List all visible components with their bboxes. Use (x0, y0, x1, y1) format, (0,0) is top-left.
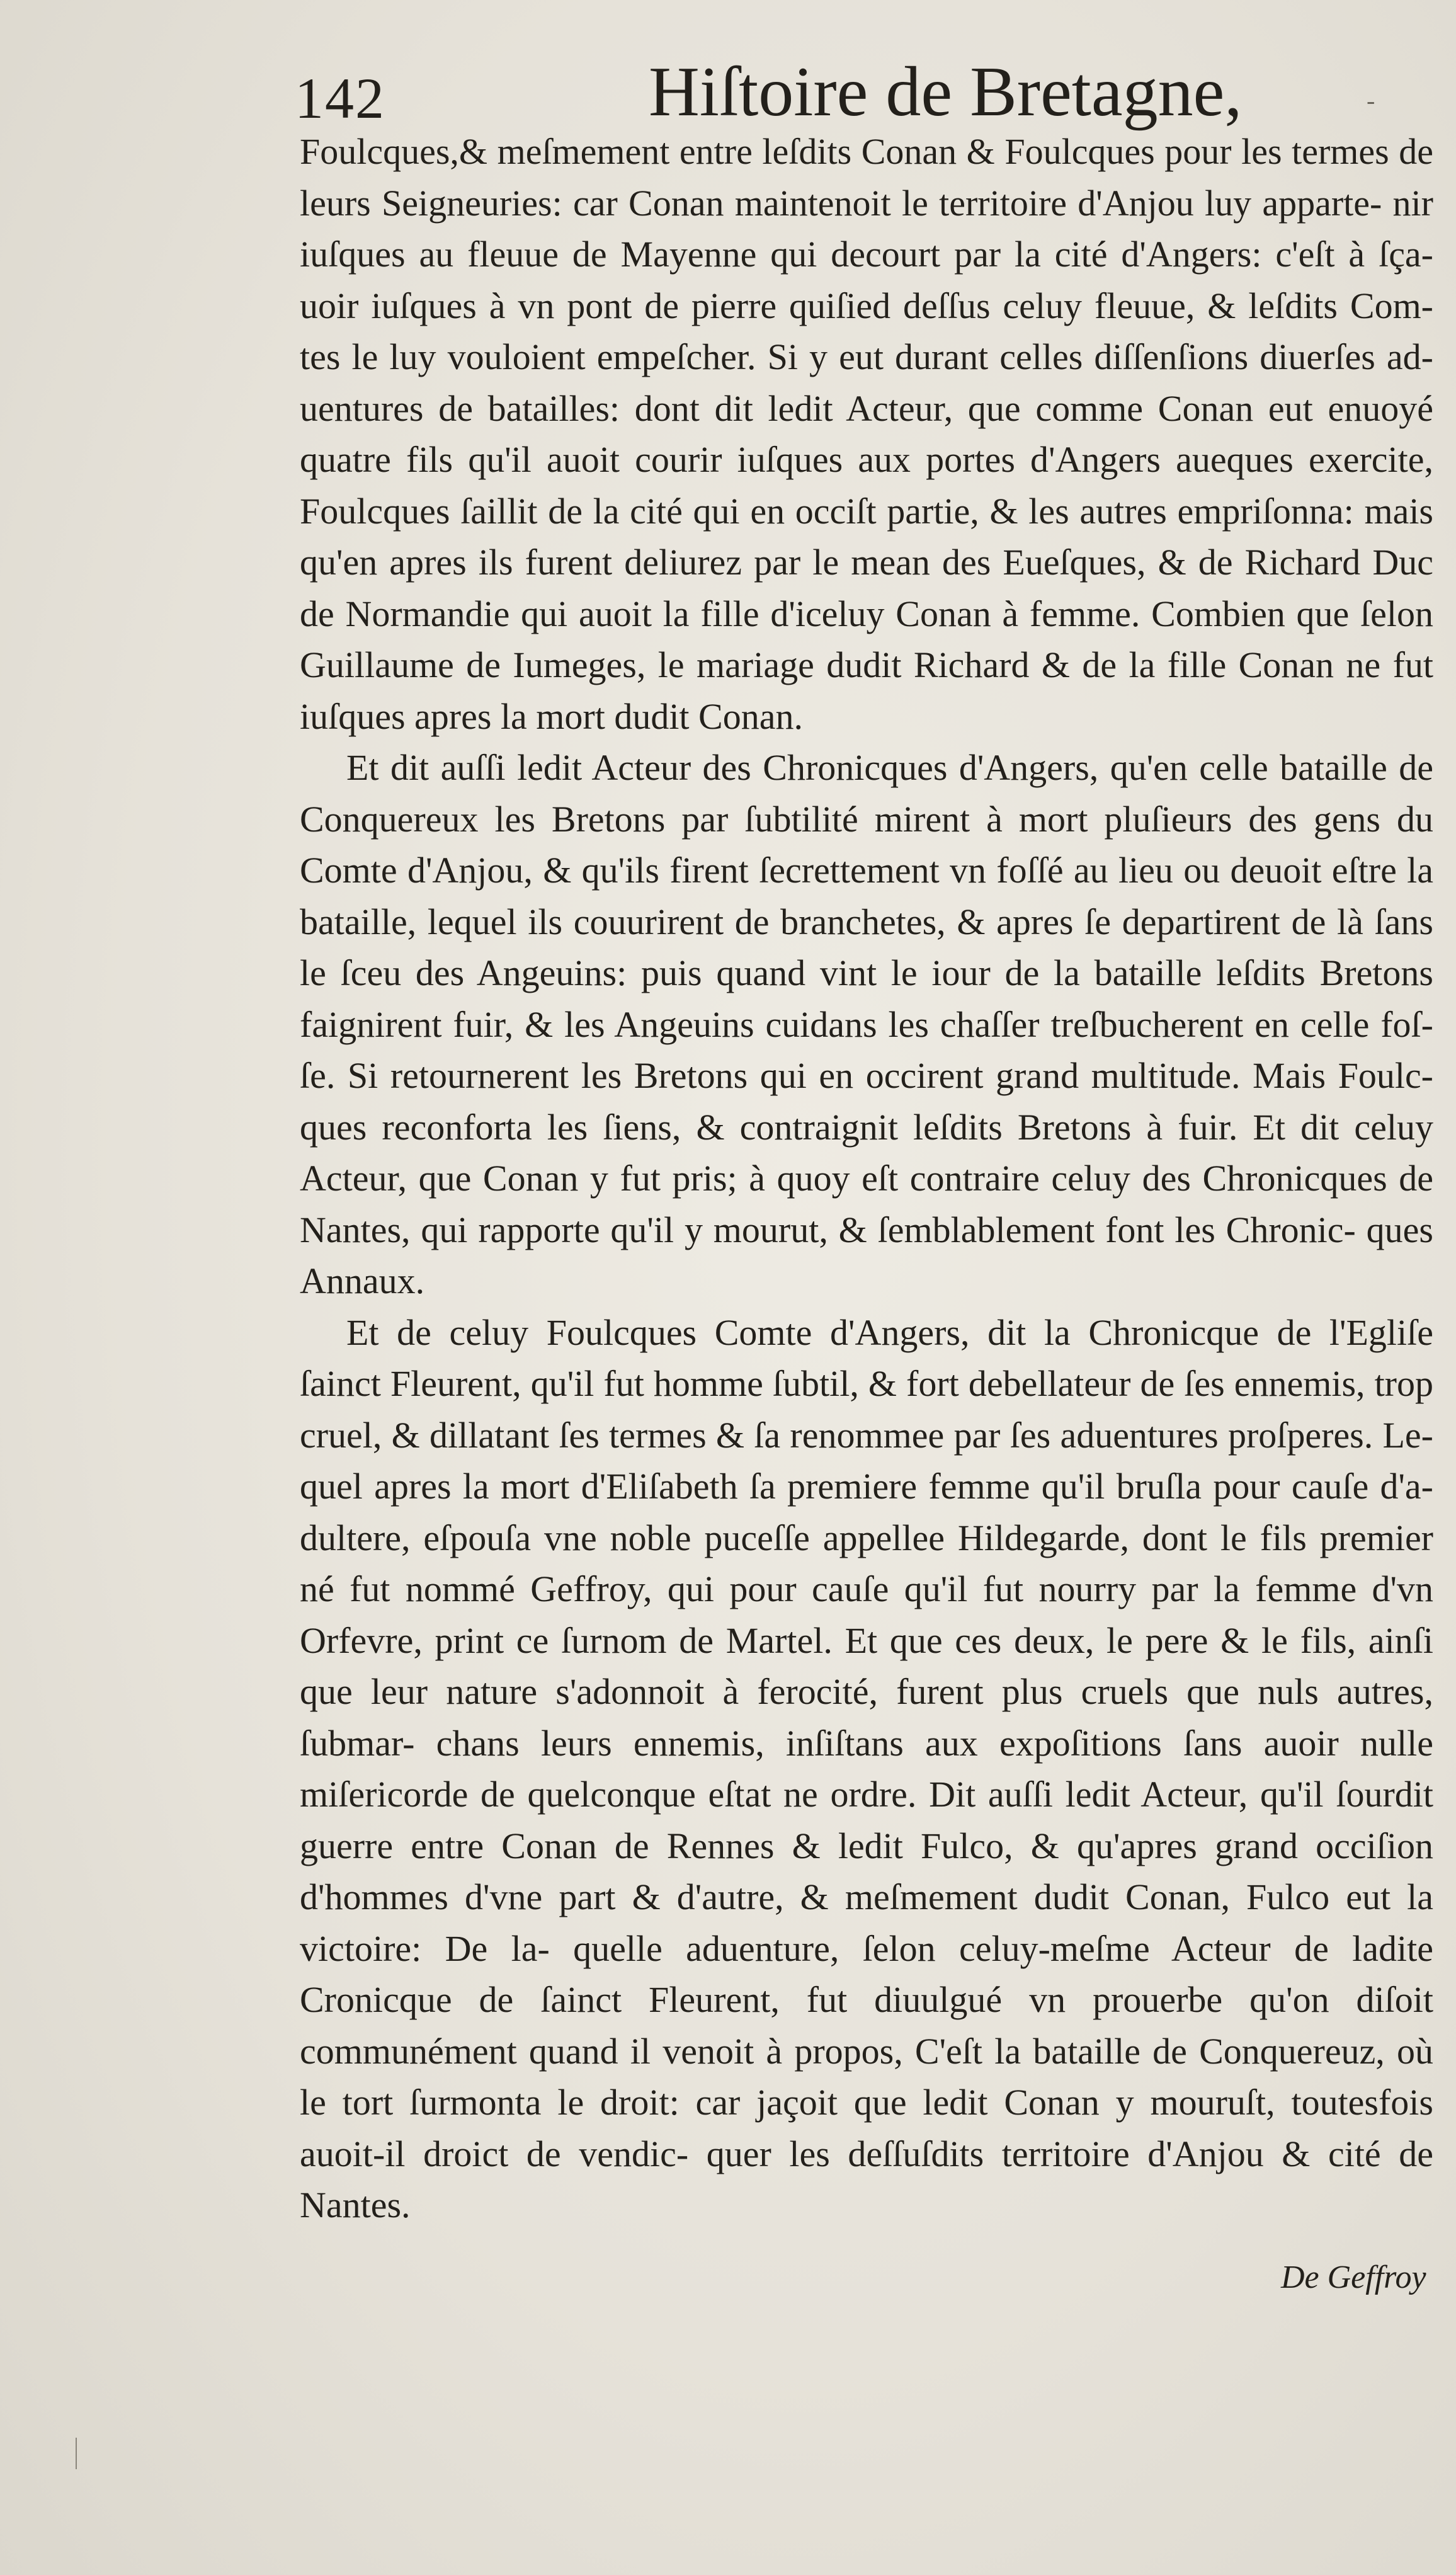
margin-mark (76, 2438, 77, 2469)
running-title: Hiſtoire de Bretagne, (649, 53, 1243, 131)
body-text (300, 126, 1433, 2231)
page-number: 142 (295, 66, 385, 130)
paragraph-1: Foulcques,& meſmement entre leſdits Conan & Foulcques pour les termes de leurs Seigneuries: car Conan maintenoit le territoire d'Anjou luy apparte- nir iuſques au fleuue de Mayenne qui decourt par la cité d'Angers: c'eſt à ſça- uoir iuſques à vn pont de pierre quiſied deſſus celuy fleuue, & leſdits Com- tes le luy vouloient empeſcher. Si y eut durant celles diſſenſions diuerſes ad- uentures de batailles: dont dit ledit Acteur, que comme Conan eut enuoyé quatre fils qu'il auoit courir iuſques aux portes d'Angers aueques exercite, Foulcques ſaillit de la cité qui en occiſt partie, & les autres empriſonna: mais qu'en apres ils furent deliurez par le mean des Eueſques, & de Richard Duc de Normandie qui auoit la fille d'iceluy Conan à femme. Combien que ſelon Guillaume de Iumeges, le mariage dudit Richard & de la fille Conan ne fut iuſques apres la mort dudit Conan. (300, 131, 1433, 737)
paragraph-2: Et dit auſſi ledit Acteur des Chronicques d'Angers, qu'en celle bataille de Conquereux les Bretons par ſubtilité mirent à mort pluſieurs des gens du Comte d'Anjou, & qu'ils firent ſecrettement vn foſſé au lieu ou deuoit eſtre la bataille, lequel ils couurirent de branchetes, & apres ſe departirent de là ſans le ſceu des Angeuins: puis quand vint le iour de la bataille leſdits Bretons faignirent fuir, & les Angeuins cuidans les chaſſer treſbucherent en celle foſ- ſe. Si retournerent les Bretons qui en occirent grand multitude. Mais Foulc- ques reconforta les ſiens, & contraignit leſdits Bretons à fuir. Et dit celuy Acteur, que Conan y fut pris; à quoy eſt contraire celuy des Chronicques de Nantes, qui rapporte qu'il y mourut, & ſemblablement font les Chronic- ques Annaux. (300, 747, 1433, 1301)
paragraph-3: Et de celuy Foulcques Comte d'Angers, dit la Chronicque de l'Egliſe ſainct Fleurent, qu'il fut homme ſubtil, & fort debellateur de ſes ennemis, trop cruel, & dillatant ſes termes & ſa renommee par ſes aduentures proſperes. Le- quel apres la mort d'Eliſabeth ſa premiere femme qu'il bruſla pour cauſe d'a- dultere, eſpouſa vne noble puceſſe appellee Hildegarde, dont le fils premier né fut nommé Geffroy, qui pour cauſe qu'il fut nourry par la femme d'vn Orfevre, print ce ſurnom de Martel. Et que ces deux, le pere & le fils, ainſi que leur nature s'adonnoit à ferocité, furent plus cruels que nuls autres, ſubmar- chans leurs ennemis, inſiſtans aux expoſitions ſans auoir nulle miſericorde de quelconque eſtat ne ordre. Dit auſſi ledit Acteur, qu'il ſourdit guerre entre Conan de Rennes & ledit Fulco, & qu'apres grand occiſion d'hommes d'vne part & d'autre, & meſmement dudit Conan, Fulco eut la victoire: De la- quelle aduenture, ſelon celuy-meſme Acteur de ladite Cronicque de ſainct Fleurent, fut diuulgué vn prouerbe qu'on diſoit communément quand il venoit à propos, C'eſt la bataille de Conquereuz, où le tort ſurmonta le droit: car jaçoit que ledit Conan y mouruſt, toutesfois auoit-il droict de vendic- quer les deſſuſdits territoire d'Anjou & cité de Nantes. (300, 1311, 1433, 2225)
catchword: De Geffroy (1281, 2259, 1426, 2295)
header-mark: - (1367, 86, 1375, 115)
